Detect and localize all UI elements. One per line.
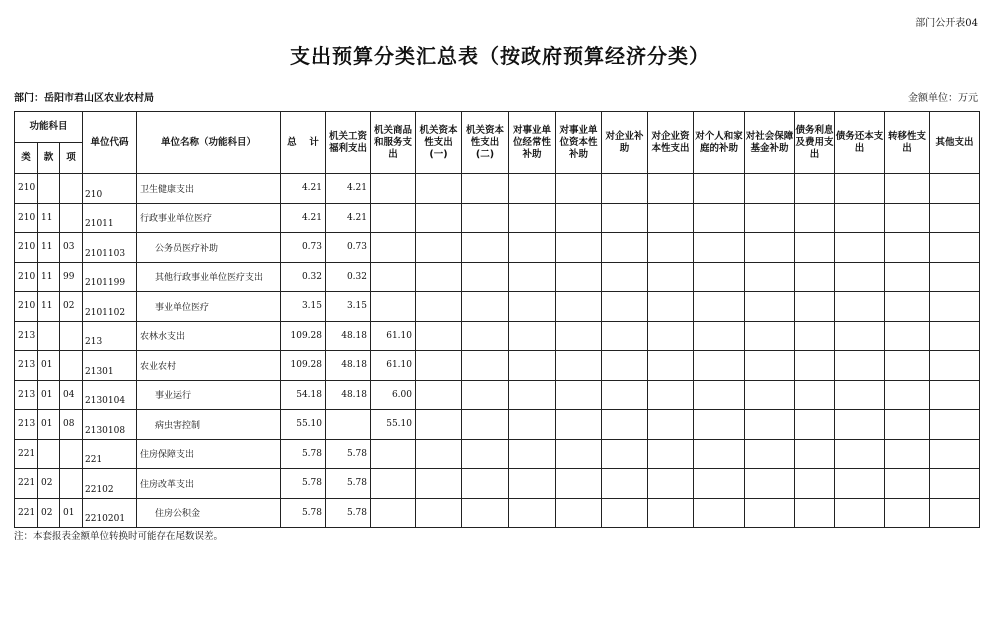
empty-cell	[556, 321, 602, 351]
empty-cell	[930, 351, 980, 381]
wage-welfare-cell: 5.78	[326, 439, 371, 469]
empty-cell	[930, 439, 980, 469]
unit-name-cell: 行政事业单位医疗	[137, 203, 281, 233]
empty-cell	[694, 262, 745, 292]
xiang-cell	[60, 203, 83, 233]
empty-cell	[885, 292, 930, 322]
empty-cell	[694, 351, 745, 381]
total-cell: 109.28	[281, 351, 326, 381]
col-header: 其他支出	[930, 112, 980, 174]
empty-cell	[795, 262, 835, 292]
empty-cell	[930, 262, 980, 292]
table-body	[15, 174, 980, 528]
goods-services-cell: 6.00	[371, 380, 416, 410]
empty-cell	[745, 233, 795, 263]
lei-cell: 210	[15, 174, 38, 204]
unit-name-cell: 公务员医疗补助	[137, 233, 281, 263]
empty-cell	[745, 203, 795, 233]
col-header: 对事业单位经常性补助	[509, 112, 556, 174]
empty-cell	[556, 380, 602, 410]
col-header: 债务利息及费用支出	[795, 112, 835, 174]
kuan-cell: 02	[38, 469, 60, 499]
kuan-cell: 01	[38, 351, 60, 381]
empty-cell	[835, 233, 885, 263]
empty-cell	[509, 439, 556, 469]
goods-services-cell	[371, 439, 416, 469]
empty-cell	[509, 380, 556, 410]
kuan-cell: 02	[38, 498, 60, 528]
total-cell: 55.10	[281, 410, 326, 440]
empty-cell	[795, 233, 835, 263]
total-cell: 4.21	[281, 203, 326, 233]
footnote: 注：本套报表金额单位转换时可能存在尾数误差。	[14, 531, 224, 542]
unit-code-cell: 2101102	[83, 292, 137, 322]
empty-cell	[745, 469, 795, 499]
xiang-cell: 03	[60, 233, 83, 263]
xiang-cell: 04	[60, 380, 83, 410]
goods-services-cell	[371, 469, 416, 499]
unit-name-cell: 住房公积金	[137, 498, 281, 528]
lei-cell: 221	[15, 469, 38, 499]
table-row	[15, 233, 980, 263]
empty-cell	[835, 174, 885, 204]
kuan-cell	[38, 321, 60, 351]
empty-cell	[930, 321, 980, 351]
empty-cell	[602, 469, 648, 499]
empty-cell	[416, 351, 462, 381]
empty-cell	[556, 439, 602, 469]
empty-cell	[556, 410, 602, 440]
wage-welfare-cell: 48.18	[326, 380, 371, 410]
empty-cell	[602, 498, 648, 528]
empty-cell	[602, 262, 648, 292]
empty-cell	[930, 380, 980, 410]
lei-cell: 210	[15, 233, 38, 263]
table-header-row	[15, 112, 980, 143]
empty-cell	[648, 262, 694, 292]
lei-cell: 213	[15, 321, 38, 351]
unit-name-cell: 农林水支出	[137, 321, 281, 351]
total-cell: 0.32	[281, 262, 326, 292]
empty-cell	[694, 321, 745, 351]
unit-code-cell: 2101103	[83, 233, 137, 263]
total-cell: 4.21	[281, 174, 326, 204]
empty-cell	[509, 292, 556, 322]
empty-cell	[694, 498, 745, 528]
empty-cell	[835, 262, 885, 292]
kuan-cell: 11	[38, 203, 60, 233]
empty-cell	[885, 262, 930, 292]
empty-cell	[509, 410, 556, 440]
kuan-cell: 11	[38, 262, 60, 292]
table-row	[15, 174, 980, 204]
empty-cell	[694, 469, 745, 499]
col-header: 转移性支出	[885, 112, 930, 174]
empty-cell	[648, 410, 694, 440]
empty-cell	[694, 174, 745, 204]
wage-welfare-cell: 4.21	[326, 174, 371, 204]
xiang-cell	[60, 469, 83, 499]
empty-cell	[745, 380, 795, 410]
empty-cell	[416, 292, 462, 322]
empty-cell	[648, 203, 694, 233]
empty-cell	[509, 233, 556, 263]
empty-cell	[462, 262, 509, 292]
empty-cell	[694, 410, 745, 440]
unit-name-cell: 农业农村	[137, 351, 281, 381]
empty-cell	[648, 380, 694, 410]
empty-cell	[694, 292, 745, 322]
empty-cell	[648, 439, 694, 469]
empty-cell	[462, 351, 509, 381]
empty-cell	[648, 351, 694, 381]
goods-services-cell: 61.10	[371, 321, 416, 351]
empty-cell	[602, 380, 648, 410]
empty-cell	[602, 233, 648, 263]
empty-cell	[509, 498, 556, 528]
total-header: 总 计	[281, 112, 326, 174]
empty-cell	[462, 439, 509, 469]
empty-cell	[509, 351, 556, 381]
empty-cell	[835, 351, 885, 381]
empty-cell	[835, 321, 885, 351]
empty-cell	[885, 469, 930, 499]
empty-cell	[509, 262, 556, 292]
lei-cell: 213	[15, 351, 38, 381]
unit-code-cell: 2130104	[83, 380, 137, 410]
empty-cell	[416, 380, 462, 410]
empty-cell	[885, 439, 930, 469]
empty-cell	[462, 174, 509, 204]
unit-code-cell: 22102	[83, 469, 137, 499]
empty-cell	[745, 262, 795, 292]
xiang-cell: 99	[60, 262, 83, 292]
col-header: 机关资本性支出(一)	[416, 112, 462, 174]
department-label: 部门：岳阳市君山区农业农村局	[14, 93, 154, 104]
budget-table	[14, 111, 980, 528]
col-header: 机关工资福利支出	[326, 112, 371, 174]
lei-cell: 213	[15, 410, 38, 440]
xiang-cell: 08	[60, 410, 83, 440]
empty-cell	[694, 439, 745, 469]
empty-cell	[930, 410, 980, 440]
unit-code-cell: 2210201	[83, 498, 137, 528]
total-cell: 5.78	[281, 469, 326, 499]
table-row	[15, 439, 980, 469]
lei-cell: 221	[15, 439, 38, 469]
empty-cell	[416, 439, 462, 469]
goods-services-cell: 55.10	[371, 410, 416, 440]
goods-services-cell	[371, 233, 416, 263]
col-header: 对个人和家庭的补助	[694, 112, 745, 174]
empty-cell	[885, 233, 930, 263]
empty-cell	[745, 292, 795, 322]
empty-cell	[930, 233, 980, 263]
lei-cell: 213	[15, 380, 38, 410]
empty-cell	[694, 233, 745, 263]
kuan-header: 款	[38, 143, 60, 174]
empty-cell	[648, 498, 694, 528]
unit-code-cell: 2101199	[83, 262, 137, 292]
empty-cell	[885, 351, 930, 381]
col-header: 机关资本性支出(二)	[462, 112, 509, 174]
empty-cell	[556, 203, 602, 233]
wage-welfare-cell: 5.78	[326, 469, 371, 499]
empty-cell	[509, 203, 556, 233]
unit-name-cell: 其他行政事业单位医疗支出	[137, 262, 281, 292]
empty-cell	[745, 351, 795, 381]
kuan-cell: 11	[38, 292, 60, 322]
empty-cell	[795, 292, 835, 322]
unit-name-cell: 住房改革支出	[137, 469, 281, 499]
empty-cell	[462, 292, 509, 322]
col-header: 对事业单位资本性补助	[556, 112, 602, 174]
empty-cell	[795, 498, 835, 528]
unit-name-cell: 病虫害控制	[137, 410, 281, 440]
xiang-header: 项	[60, 143, 83, 174]
empty-cell	[648, 233, 694, 263]
table-row	[15, 203, 980, 233]
goods-services-cell	[371, 292, 416, 322]
wage-welfare-cell	[326, 410, 371, 440]
empty-cell	[835, 498, 885, 528]
table-row	[15, 380, 980, 410]
empty-cell	[930, 292, 980, 322]
unit-code-cell: 21011	[83, 203, 137, 233]
col-header: 对企业资本性支出	[648, 112, 694, 174]
empty-cell	[416, 410, 462, 440]
xiang-cell	[60, 321, 83, 351]
unit-code-cell: 213	[83, 321, 137, 351]
col-header: 对社会保障基金补助	[745, 112, 795, 174]
kuan-cell	[38, 439, 60, 469]
empty-cell	[416, 498, 462, 528]
kuan-cell: 11	[38, 233, 60, 263]
wage-welfare-cell: 3.15	[326, 292, 371, 322]
empty-cell	[556, 498, 602, 528]
wage-welfare-cell: 0.32	[326, 262, 371, 292]
empty-cell	[509, 469, 556, 499]
empty-cell	[835, 410, 885, 440]
empty-cell	[556, 174, 602, 204]
empty-cell	[885, 321, 930, 351]
table-row	[15, 498, 980, 528]
goods-services-cell	[371, 262, 416, 292]
table-row	[15, 351, 980, 381]
empty-cell	[462, 498, 509, 528]
unit-name-cell: 事业单位医疗	[137, 292, 281, 322]
empty-cell	[885, 203, 930, 233]
empty-cell	[795, 321, 835, 351]
empty-cell	[795, 351, 835, 381]
empty-cell	[885, 174, 930, 204]
lei-header: 类	[15, 143, 38, 174]
empty-cell	[462, 380, 509, 410]
empty-cell	[462, 410, 509, 440]
empty-cell	[795, 380, 835, 410]
empty-cell	[509, 174, 556, 204]
amount-unit-label: 金额单位：万元	[908, 93, 978, 104]
empty-cell	[416, 469, 462, 499]
kuan-cell	[38, 174, 60, 204]
unit-code-header: 单位代码	[83, 112, 137, 174]
empty-cell	[602, 410, 648, 440]
goods-services-cell	[371, 498, 416, 528]
empty-cell	[835, 380, 885, 410]
empty-cell	[509, 321, 556, 351]
empty-cell	[835, 469, 885, 499]
empty-cell	[885, 380, 930, 410]
empty-cell	[648, 469, 694, 499]
empty-cell	[795, 439, 835, 469]
empty-cell	[885, 498, 930, 528]
xiang-cell: 02	[60, 292, 83, 322]
empty-cell	[930, 498, 980, 528]
empty-cell	[556, 469, 602, 499]
page-title: 支出预算分类汇总表（按政府预算经济分类）	[290, 44, 710, 68]
unit-code-cell: 21301	[83, 351, 137, 381]
unit-code-cell: 210	[83, 174, 137, 204]
table-row	[15, 292, 980, 322]
lei-cell: 210	[15, 262, 38, 292]
empty-cell	[462, 203, 509, 233]
unit-name-cell: 卫生健康支出	[137, 174, 281, 204]
table-row	[15, 321, 980, 351]
empty-cell	[795, 410, 835, 440]
empty-cell	[602, 174, 648, 204]
empty-cell	[795, 469, 835, 499]
xiang-cell	[60, 351, 83, 381]
goods-services-cell	[371, 174, 416, 204]
unit-name-cell: 住房保障支出	[137, 439, 281, 469]
empty-cell	[556, 292, 602, 322]
unit-name-cell: 事业运行	[137, 380, 281, 410]
empty-cell	[416, 174, 462, 204]
col-header: 机关商品和服务支出	[371, 112, 416, 174]
empty-cell	[795, 174, 835, 204]
empty-cell	[556, 351, 602, 381]
empty-cell	[694, 203, 745, 233]
empty-cell	[930, 174, 980, 204]
lei-cell: 210	[15, 203, 38, 233]
empty-cell	[462, 321, 509, 351]
empty-cell	[694, 380, 745, 410]
empty-cell	[416, 262, 462, 292]
col-header: 债务还本支出	[835, 112, 885, 174]
wage-welfare-cell: 0.73	[326, 233, 371, 263]
total-cell: 109.28	[281, 321, 326, 351]
total-cell: 54.18	[281, 380, 326, 410]
empty-cell	[602, 203, 648, 233]
total-cell: 3.15	[281, 292, 326, 322]
empty-cell	[556, 262, 602, 292]
xiang-cell	[60, 439, 83, 469]
empty-cell	[885, 410, 930, 440]
empty-cell	[835, 292, 885, 322]
empty-cell	[745, 410, 795, 440]
total-cell: 5.78	[281, 439, 326, 469]
goods-services-cell: 61.10	[371, 351, 416, 381]
total-cell: 5.78	[281, 498, 326, 528]
empty-cell	[648, 292, 694, 322]
empty-cell	[745, 174, 795, 204]
empty-cell	[648, 321, 694, 351]
empty-cell	[462, 233, 509, 263]
wage-welfare-cell: 5.78	[326, 498, 371, 528]
xiang-cell: 01	[60, 498, 83, 528]
empty-cell	[648, 174, 694, 204]
empty-cell	[602, 292, 648, 322]
wage-welfare-cell: 48.18	[326, 321, 371, 351]
empty-cell	[795, 203, 835, 233]
col-header: 对企业补助	[602, 112, 648, 174]
empty-cell	[930, 203, 980, 233]
kuan-cell: 01	[38, 410, 60, 440]
kuan-cell: 01	[38, 380, 60, 410]
form-code: 部门公开表04	[915, 18, 978, 29]
table-row	[15, 469, 980, 499]
empty-cell	[416, 321, 462, 351]
empty-cell	[930, 469, 980, 499]
total-cell: 0.73	[281, 233, 326, 263]
empty-cell	[835, 439, 885, 469]
func-group-header: 功能科目	[15, 112, 83, 143]
empty-cell	[745, 321, 795, 351]
table-row	[15, 262, 980, 292]
empty-cell	[416, 233, 462, 263]
table-row	[15, 410, 980, 440]
empty-cell	[462, 469, 509, 499]
unit-name-header: 单位名称（功能科目）	[137, 112, 281, 174]
empty-cell	[835, 203, 885, 233]
lei-cell: 221	[15, 498, 38, 528]
wage-welfare-cell: 4.21	[326, 203, 371, 233]
empty-cell	[745, 498, 795, 528]
unit-code-cell: 221	[83, 439, 137, 469]
empty-cell	[602, 321, 648, 351]
empty-cell	[602, 439, 648, 469]
xiang-cell	[60, 174, 83, 204]
empty-cell	[416, 203, 462, 233]
goods-services-cell	[371, 203, 416, 233]
unit-code-cell: 2130108	[83, 410, 137, 440]
empty-cell	[745, 439, 795, 469]
lei-cell: 210	[15, 292, 38, 322]
wage-welfare-cell: 48.18	[326, 351, 371, 381]
empty-cell	[556, 233, 602, 263]
empty-cell	[602, 351, 648, 381]
